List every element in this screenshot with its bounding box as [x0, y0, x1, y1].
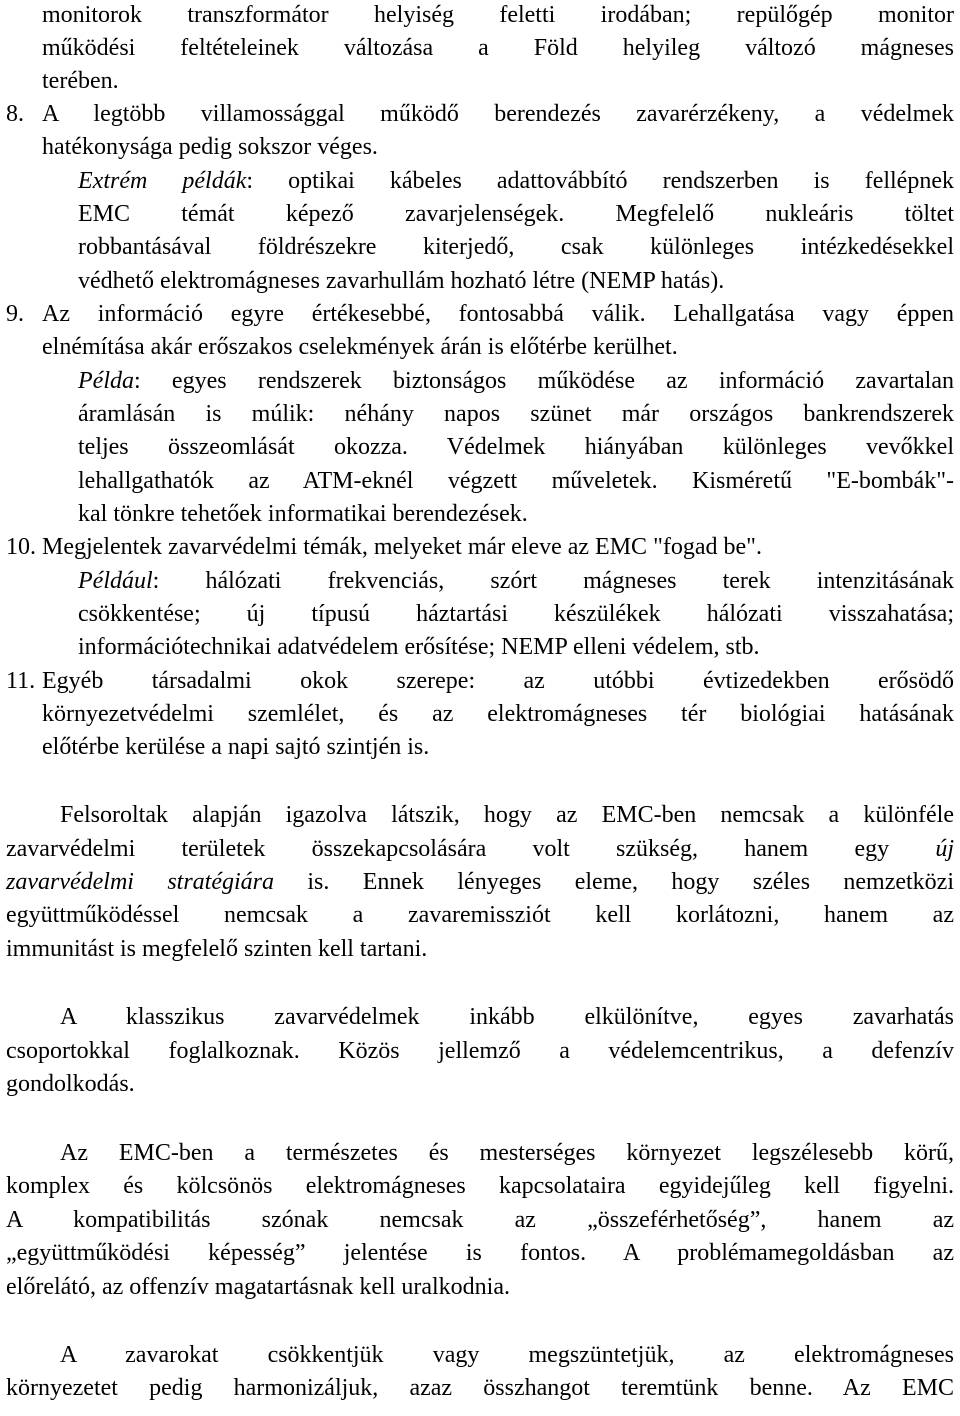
item11-line-2: környezetvédelmi szemlélet, és az elektromágneses tér biológiai hatásának: [42, 701, 954, 727]
item10-line-1: Megjelentek zavarvédelmi témák, melyeket már eleve az EMC "fogad be".: [42, 534, 762, 560]
item8-line-5: robbantásával földrészekre kiterjedő, csak különleges intézkedésekkel: [78, 234, 954, 260]
para4-line-1: A zavarokat csökkentjük vagy megszüntetjük, az elektromágneses: [60, 1342, 954, 1368]
item7-line-2: működési feltételeinek változása a Föld helyileg változó mágneses: [42, 35, 954, 61]
item9-line-1: Az információ egyre értékesebbé, fontosabbá válik. Lehallgatása vagy éppen: [42, 301, 954, 327]
item9-line-7: kal tönkre tehetőek informatikai berendezések.: [78, 501, 528, 527]
para2-line-1: A klasszikus zavarvédelmek inkább elkülönítve, egyes zavarhatás: [60, 1004, 954, 1030]
item11-number: 11.: [6, 668, 36, 694]
item9-example-text: : egyes rendszerek biztonságos működése az információ zavartalan: [133, 368, 954, 394]
para1-line-5: immunitást is megfelelő szinten kell tartani.: [6, 936, 428, 962]
para3-line-3: A kompatibilitás szónak nemcsak az „összeférhetőség”, hanem az: [6, 1207, 954, 1233]
item10-line-3: csökkentése; új típusú háztartási készülékek hálózati visszahatása;: [78, 601, 954, 627]
item8-line-6: védhető elektromágneses zavarhullám hozható létre (NEMP hatás).: [78, 268, 725, 294]
item9-line-4: áramlásán is múlik: néhány napos szünet már országos bankrendszerek: [78, 401, 954, 427]
para1-line-2-text: zavarvédelmi területek összekapcsolására volt szükség, hanem egy: [6, 836, 936, 862]
para2-line-3: gondolkodás.: [6, 1071, 135, 1097]
para1-emphasis-1: új: [935, 836, 954, 862]
item10-example-line: [78, 566, 954, 598]
item10-line-4: információtechnikai adatvédelem erősítése; NEMP elleni védelem, stb.: [78, 634, 760, 660]
para4-line-2: környezetet pedig harmonizáljuk, azaz összhangot teremtünk benne. Az EMC: [6, 1375, 954, 1401]
para3-line-4: „együttműködési képesség” jelentése is fontos. A problémamegoldásban az: [6, 1240, 954, 1266]
item8-line-2: hatékonysága pedig sokszor véges.: [42, 134, 378, 160]
item8-line-1: A legtöbb villamossággal működő berendezés zavarérzékeny, a védelmek: [42, 101, 954, 127]
item10-example-label: Például: [78, 568, 153, 594]
para3-line-2: komplex és kölcsönös elektromágneses kapcsolataira egyidejűleg kell figyelni.: [6, 1173, 954, 1199]
item11-line-3: előtérbe kerülése a napi sajtó szintjén is.: [42, 734, 430, 760]
item9-example-line: [78, 366, 954, 398]
item8-example-text: : optikai kábeles adattovábbító rendszerben is fellépnek: [246, 168, 954, 194]
item9-example-label: Példa: [78, 368, 134, 394]
item8-example-line: [78, 166, 954, 198]
para3-line-1: Az EMC-ben a természetes és mesterséges környezet legszélesebb körű,: [60, 1140, 954, 1166]
item10-example-text: : hálózati frekvenciás, szórt mágneses terek intenzitásának: [152, 568, 954, 594]
item11-line-1: Egyéb társadalmi okok szerepe: az utóbbi évtizedekben erősödő: [42, 668, 954, 694]
item10-number: 10.: [6, 534, 36, 560]
item8-number: 8.: [6, 101, 24, 127]
para1-emphasis-2: zavarvédelmi stratégiára: [6, 869, 274, 895]
item8-example-label: Extrém példák: [78, 168, 247, 194]
item9-line-5: teljes összeomlását okozza. Védelmek hiányában különleges vevőkkel: [78, 434, 954, 460]
item9-line-6: lehallgathatók az ATM-eknél végzett műveletek. Kisméretű "E-bombák"-: [78, 468, 954, 494]
para1-line-2: [6, 834, 954, 866]
para2-line-2: csoportokkal foglalkoznak. Közös jellemző a védelemcentrikus, a defenzív: [6, 1038, 954, 1064]
para1-line-3: [6, 867, 954, 899]
item8-line-4: EMC témát képező zavarjelenségek. Megfelelő nukleáris töltet: [78, 201, 954, 227]
para1-line-1: Felsoroltak alapján igazolva látszik, hogy az EMC-ben nemcsak a különféle: [60, 802, 954, 828]
para1-line-4: együttműködéssel nemcsak a zavaremissziót kell korlátozni, hanem az: [6, 902, 954, 928]
item7-line-3: terében.: [42, 68, 119, 94]
item9-number: 9.: [6, 301, 24, 327]
item9-line-2: elnémítása akár erőszakos cselekmények árán is előtérbe kerülhet.: [42, 334, 678, 360]
para1-line-3-text: is. Ennek lényeges eleme, hogy széles nemzetközi: [274, 869, 954, 895]
para3-line-5: előrelátó, az offenzív magatartásnak kell uralkodnia.: [6, 1274, 510, 1300]
item7-line-1: monitorok transzformátor helyiség feletti irodában; repülőgép monitor: [42, 2, 954, 28]
